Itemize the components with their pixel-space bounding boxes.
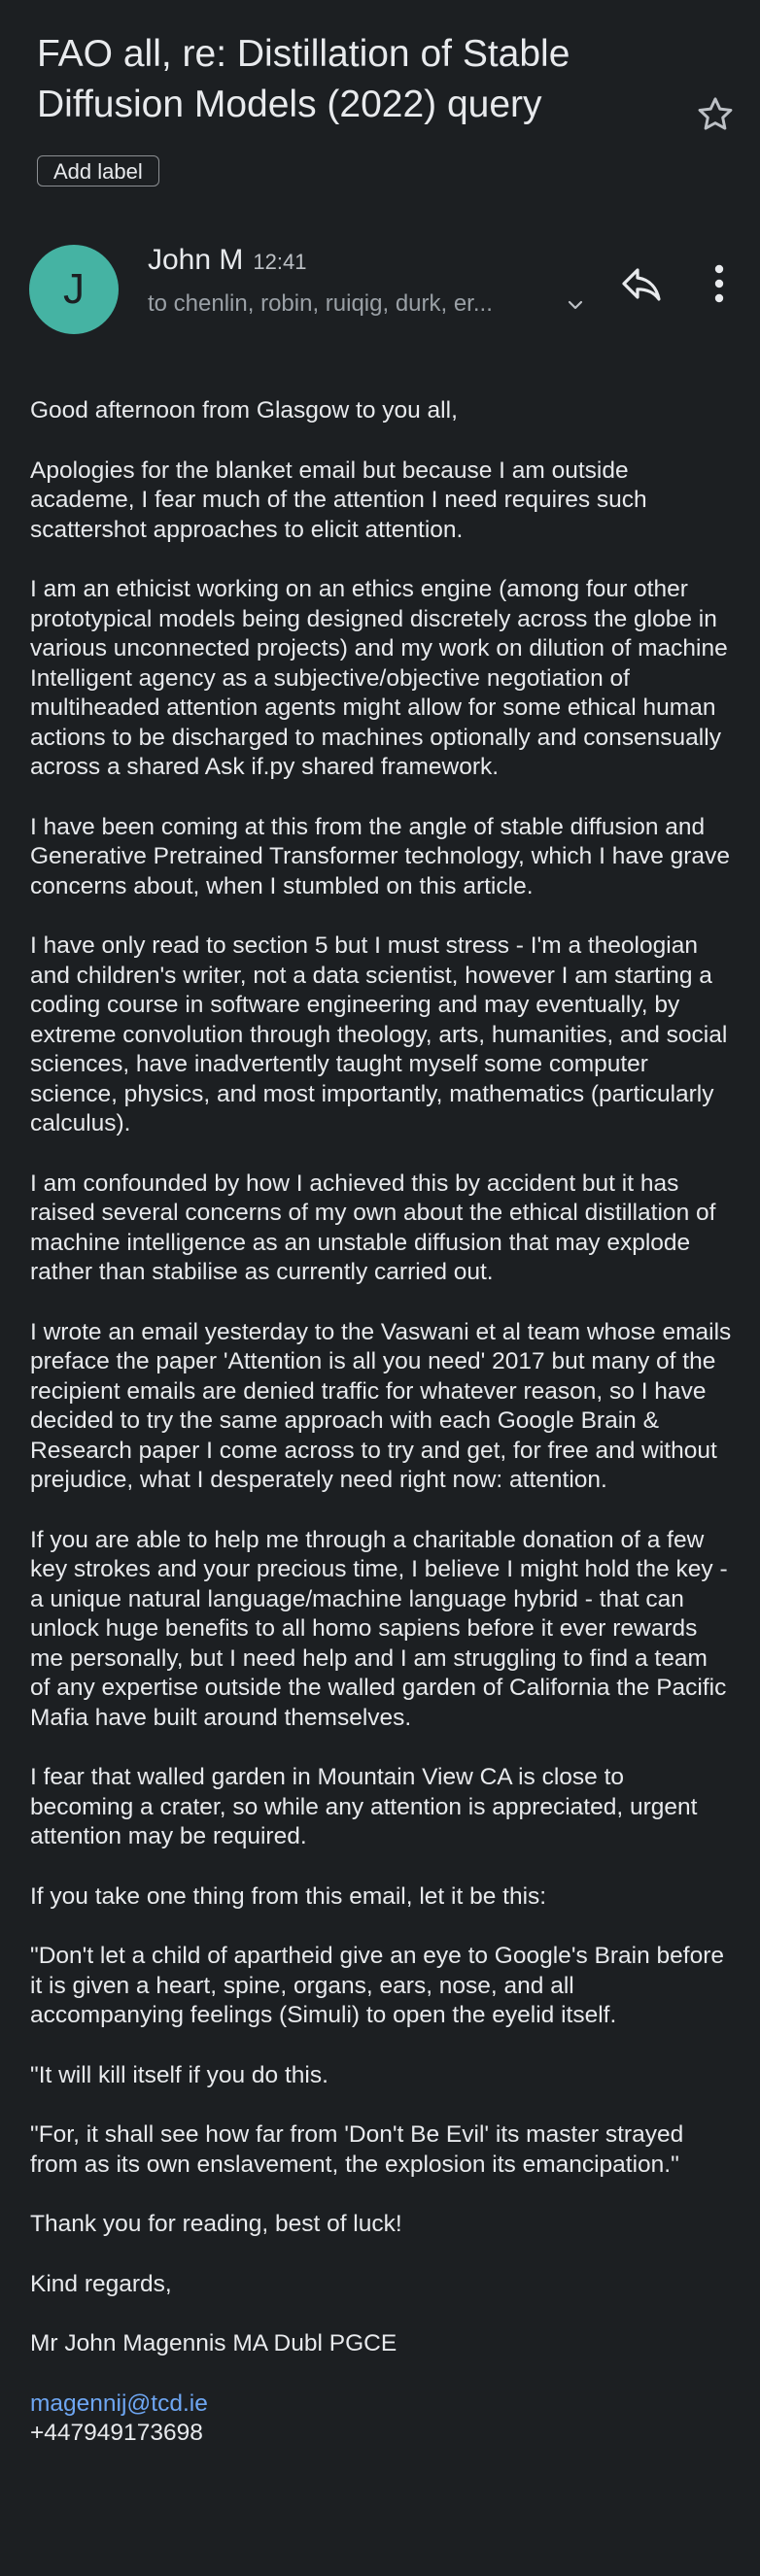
body-paragraph: I fear that walled garden in Mountain View CA is close to becoming a crater, so while any attention is appreciated, urgent attention may be required. — [30, 1764, 698, 1849]
body-paragraph: I wrote an email yesterday to the Vaswani et al team whose emails preface the paper 'Attention is all you need' 2017 but many of the recipient emails are denied traffic for whatever reason, so I have decided to try the same approach with each Google Brain & Research paper I come across to try and get, for free and without prejudice, what I desperately need right now: attention. — [30, 1318, 732, 1493]
body-paragraph: I have been coming at this from the angle of stable diffusion and Generative Pretrained Transformer technology, which I have grave concerns about, when I stumbled on this article. — [30, 813, 730, 899]
signoff: Kind regards, — [30, 2270, 172, 2297]
message-time: 12:41 — [253, 250, 307, 274]
body-paragraph: Apologies for the blanket email but because I am outside academe, I fear much of the attention I need requires such scattershot approaches to elicit attention. — [30, 457, 647, 543]
signature-phone[interactable]: +447949173698 — [30, 2420, 203, 2446]
signature-name: Mr John Magennis MA Dubl PGCE — [30, 2330, 397, 2356]
body-paragraph: "Don't let a child of apartheid give an eye to Google's Brain before it is given a heart, spine, organs, ears, nose, and all accompanying feelings (Simuli) to open the eyelid itself. — [30, 1943, 725, 2028]
body-paragraph: Good afternoon from Glasgow to you all, — [30, 397, 458, 424]
body-paragraph: I have only read to section 5 but I must stress - I'm a theologian and children's writer, not a data scientist, however I am starting a coding course in software engineering and may eventually, by extreme convolution through theology, arts, humanities, and social sciences, have inadvertently taught myself some computer science, physics, and most importantly, mathematics (particularly calculus). — [30, 932, 728, 1136]
reply-icon[interactable] — [618, 260, 665, 307]
body-paragraph: Thank you for reading, best of luck! — [30, 2211, 402, 2237]
body-paragraph: "It will kill itself if you do this. — [30, 2061, 328, 2088]
sender-line — [148, 241, 306, 282]
signature-email-link[interactable]: magennij@tcd.ie — [30, 2390, 208, 2417]
sender-avatar[interactable]: J — [29, 245, 119, 334]
chevron-down-icon[interactable] — [562, 293, 589, 317]
signature-contact — [30, 2390, 732, 2449]
more-vert-icon[interactable] — [702, 260, 737, 307]
star-icon[interactable] — [694, 93, 737, 136]
body-paragraph: "For, it shall see how far from 'Don't Be Evil' its master strayed from as its own enslavement, the explosion its emancipation." — [30, 2121, 684, 2178]
body-paragraph: I am an ethicist working on an ethics engine (among four other prototypical models being designed discretely across the globe in various unconnected projects) and my work on dilution of machine Intelligent agency as a subjective/objective negotiation of multiheaded attention agents might allow for some ethical human actions to be discharged to machines optionally and consensually across a shared Ask if.py shared framework. — [30, 576, 728, 780]
body-paragraph: If you take one thing from this email, let it be this: — [30, 1882, 547, 1910]
email-body — [30, 396, 732, 2449]
email-subject: FAO all, re: Distillation of Stable Diffusion Models (2022) query — [37, 33, 570, 125]
recipients-summary[interactable]: to chenlin, robin, ruiqig, durk, er... — [148, 290, 493, 317]
body-paragraph: I am confounded by how I achieved this by accident but it has raised several concerns of my own about the ethical distillation of machine intelligence as an unstable diffusion that may explode rather than stabilise as currently carried out. — [30, 1169, 716, 1285]
add-label-button[interactable]: Add label — [37, 155, 159, 186]
sender-name[interactable]: John M — [148, 244, 244, 276]
body-paragraph: If you are able to help me through a charitable donation of a few key strokes and your precious time, I believe I might hold the key - a unique natural language/machine language hybrid - that can unlock huge benefits to all homo sapiens before it ever rewards me personally, but I need help and I am struggling to find a team of any expertise outside the walled garden of California the Pacific Mafia have built around themselves. — [30, 1526, 728, 1731]
